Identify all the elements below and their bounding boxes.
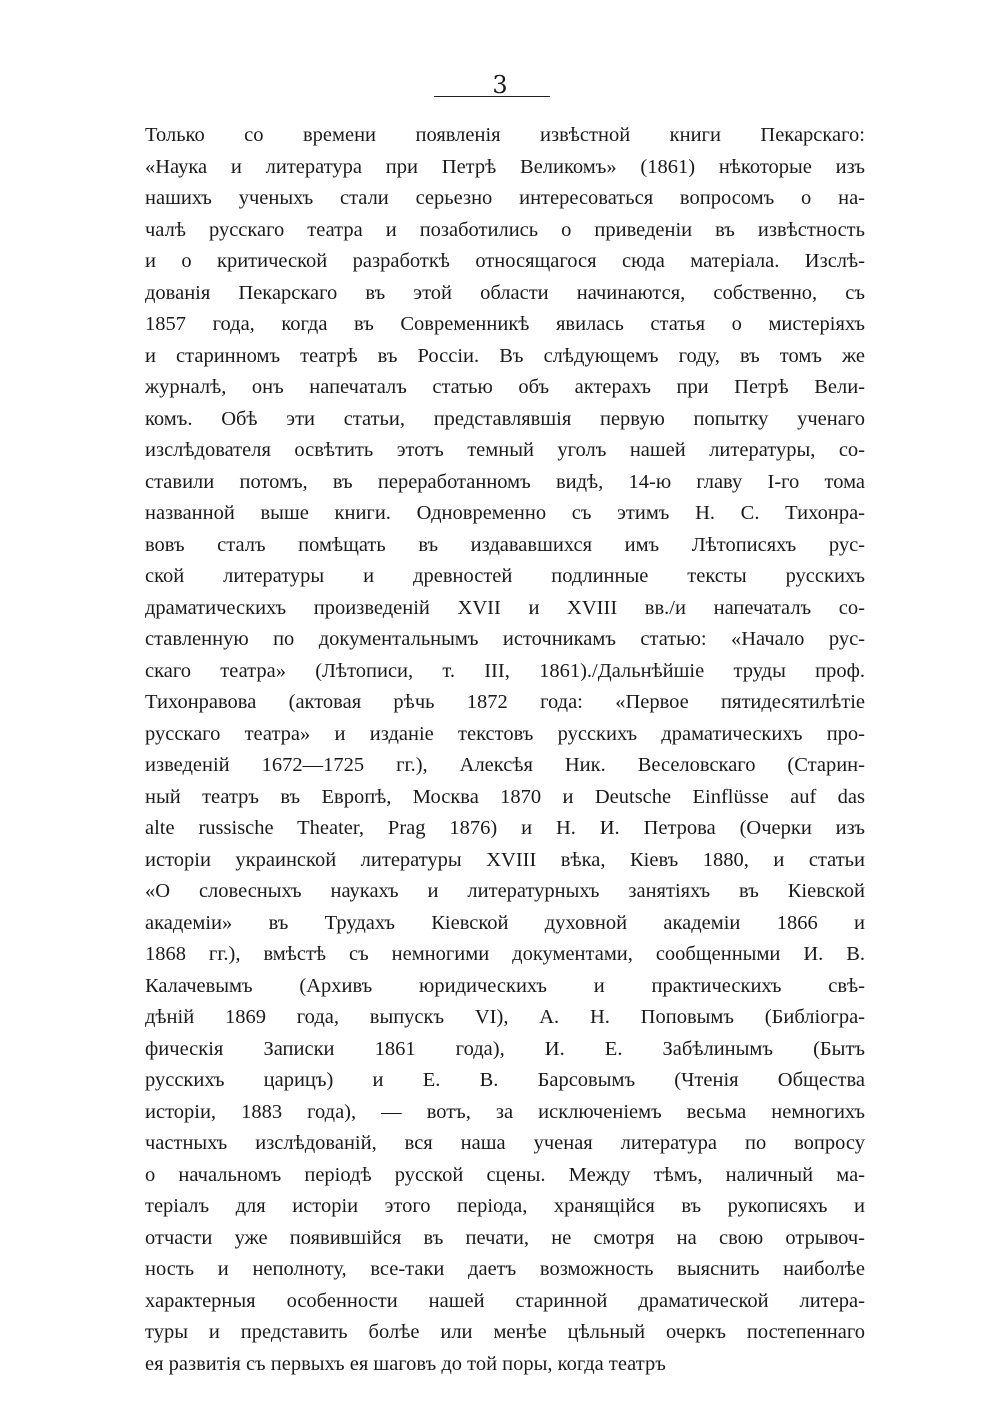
body-text: [145, 120, 865, 1380]
text-line: 1868 гг.), вмѣстѣ съ немногими документами, сообщенными И. В.: [145, 943, 865, 965]
text-line: скаго театра» (Лѣтописи, т. III, 1861)./Дальнѣйшіе труды проф.: [145, 659, 865, 682]
text-line: и старинномъ театрѣ въ Россіи. Въ слѣдующемъ году, въ томъ же: [145, 344, 865, 367]
text-line: исторіи украинской литературы XVIII вѣка, Кіевъ 1880, и статьи: [145, 848, 865, 871]
text-line: alte russische Theater, Prag 1876) и Н. И. Петрова (Очерки изъ: [145, 817, 865, 839]
text-line: Тихонравова (актовая рѣчь 1872 года: «Первое пятидесятилѣтіе: [145, 691, 865, 713]
text-line: драматическихъ произведеній XVII и XVIII вв./и напечаталъ со-: [145, 596, 865, 619]
text-line: характерныя особенности нашей старинной драматической литера-: [145, 1289, 865, 1312]
text-line: ставили потомъ, въ переработанномъ видѣ, 14-ю главу I-го тома: [145, 470, 865, 493]
text-line: вовъ сталъ помѣщать въ издававшихся имъ Лѣтописяхъ рус-: [145, 533, 865, 556]
text-line: чалѣ русскаго театра и позаботились о приведеніи въ извѣстность: [145, 218, 865, 241]
text-line: ставленную по документальнымъ источникамъ статью: «Начало рус-: [145, 628, 865, 650]
text-line: о начальномъ періодѣ русской сцены. Между тѣмъ, наличный ма-: [145, 1163, 865, 1186]
text-line: Калачевымъ (Архивъ юридическихъ и практическихъ свѣ-: [145, 974, 865, 997]
text-line: и о критической разработкѣ относящагося сюда матеріала. Изслѣ-: [145, 250, 865, 272]
text-line: ный театръ въ Европѣ, Москва 1870 и Deutsche Einflüsse auf das: [145, 785, 865, 808]
text-line: дѣній 1869 года, выпускъ VI), А. Н. Поповымъ (Библіогра-: [145, 1006, 865, 1028]
text-line: академіи» въ Трудахъ Кіевской духовной академіи 1866 и: [145, 911, 865, 934]
text-line: Только со времени появленія извѣстной книги Пекарскаго:: [145, 124, 865, 146]
text-line: нашихъ ученыхъ стали серьезно интересоваться вопросомъ о на-: [145, 187, 865, 209]
text-line: фическія Записки 1861 года), И. Е. Забѣлинымъ (Бытъ: [145, 1037, 865, 1060]
text-line: русскихъ царицъ) и Е. В. Барсовымъ (Чтенія Общества: [145, 1069, 865, 1091]
text-line: ность и неполноту, все-таки даетъ возможность выяснить наиболѣе: [145, 1258, 865, 1280]
text-line: журналѣ, онъ напечаталъ статью объ актерахъ при Петрѣ Вели-: [145, 376, 865, 398]
text-line: «О словесныхъ наукахъ и литературныхъ занятіяхъ въ Кіевской: [145, 880, 865, 902]
text-line: туры и представить болѣе или менѣе цѣльный очеркъ постепеннаго: [145, 1321, 865, 1343]
text-line: русскаго театра» и изданіе текстовъ русскихъ драматическихъ про-: [145, 722, 865, 745]
text-line: изслѣдователя освѣтить этотъ темный уголъ нашей литературы, со-: [145, 439, 865, 461]
text-line: изведеній 1672—1725 гг.), Алексѣя Ник. Веселовскаго (Старин-: [145, 754, 865, 776]
text-line: исторіи, 1883 года), — вотъ, за исключеніемъ весьма немногихъ: [145, 1100, 865, 1123]
text-line: дованія Пекарскаго въ этой области начинаются, собственно, съ: [145, 281, 865, 304]
text-line: названной выше книги. Одновременно съ этимъ Н. С. Тихонра-: [145, 502, 865, 524]
header-rule: [434, 96, 550, 97]
text-line: комъ. Обѣ эти статьи, представлявшія первую попытку ученаго: [145, 407, 865, 430]
text-line: ея развитія съ первыхъ ея шаговъ до той поры, когда театръ: [145, 1352, 666, 1375]
text-line: «Наука и литература при Петрѣ Великомъ» (1861) нѣкоторые изъ: [145, 155, 865, 178]
text-line: отчасти уже появившійся въ печати, не смотря на свою отрывоч-: [145, 1226, 865, 1249]
text-line: частныхъ изслѣдованій, вся наша ученая литература по вопросу: [145, 1132, 865, 1154]
text-line: теріалъ для исторіи этого періода, хранящійся въ рукописяхъ и: [145, 1195, 865, 1217]
page-number: 3: [492, 71, 508, 99]
text-line: 1857 года, когда въ Современникѣ явилась статья о мистеріяхъ: [145, 313, 865, 335]
text-line: ской литературы и древностей подлинные тексты русскихъ: [145, 565, 865, 587]
